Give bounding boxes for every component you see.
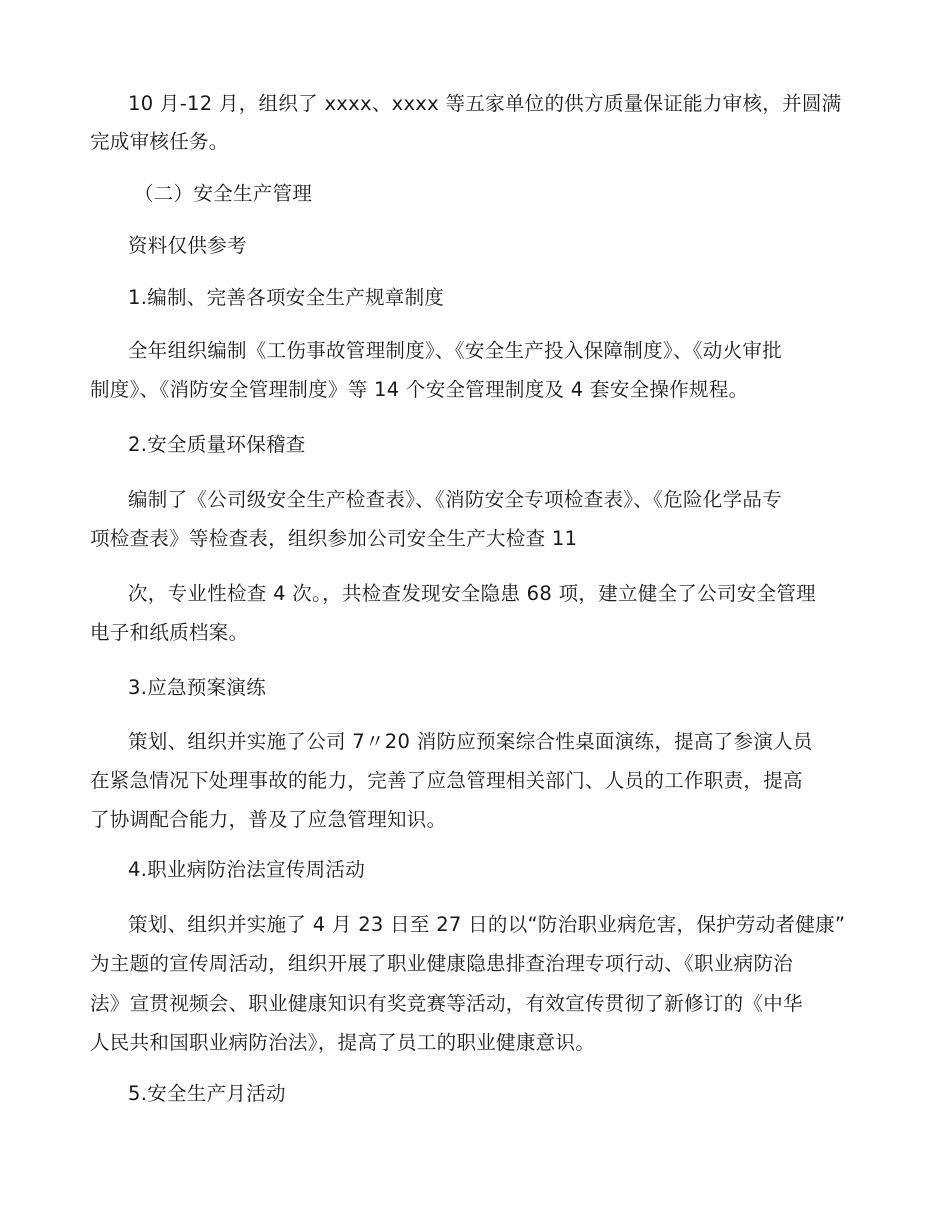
- paragraph-5-line-2: 在紧急情况下处理事故的能力，完善了应急管理相关部门、人员的工作职责，提高: [90, 769, 803, 792]
- subheading-3: 3.应急预案演练: [128, 676, 267, 699]
- subheading-2: 2.安全质量环保稽查: [128, 433, 306, 456]
- subheading-1: 1.编制、完善各项安全生产规章制度: [128, 286, 445, 309]
- section-heading: （二）安全生产管理: [134, 182, 313, 205]
- paragraph-3-line-2: 项检查表》等检查表，组织参加公司安全生产大检查 11: [90, 527, 578, 550]
- paragraph-6-line-3: 法》宣贯视频会、职业健康知识有奖竞赛等活动，有效宣传贯彻了新修订的《中华: [90, 992, 803, 1015]
- paragraph-6-line-4: 人民共和国职业病防治法》，提高了员工的职业健康意识。: [90, 1031, 596, 1054]
- paragraph-3-line-1: 编制了《公司级安全生产检查表》、《消防安全专项检查表》、《危险化学品专: [128, 488, 783, 511]
- paragraph-5-line-1: 策划、组织并实施了公司 7〃20 消防应预案综合性桌面演练，提高了参演人员: [128, 730, 813, 753]
- paragraph-1-line-2: 完成审核任务。: [90, 130, 229, 153]
- paragraph-4-line-2: 电子和纸质档案。: [90, 621, 249, 644]
- paragraph-6-line-2: 为主题的宣传周活动，组织开展了职业健康隐患排查治理专项行动、《职业病防治: [90, 952, 794, 975]
- paragraph-1-line-1: 10 月-12 月，组织了 xxxx、xxxx 等五家单位的供方质量保证能力审核，并圆满: [128, 92, 842, 115]
- paragraph-6-line-1: 策划、组织并实施了 4 月 23 日至 27 日的以“防治职业病危害，保护劳动者健康”: [128, 913, 846, 936]
- subheading-4: 4.职业病防治法宣传周活动: [128, 858, 366, 881]
- paragraph-2-line-2: 制度》、《消防安全管理制度》等 14 个安全管理制度及 4 套安全操作规程。: [90, 378, 749, 401]
- paragraph-2-line-1: 全年组织编制《工伤事故管理制度》、《安全生产投入保障制度》、《动火审批: [128, 339, 783, 362]
- paragraph-4-line-1: 次，专业性检查 4 次。，共检查发现安全隐患 68 项，建立健全了公司安全管理: [128, 582, 816, 605]
- subheading-5: 5.安全生产月活动: [128, 1082, 286, 1105]
- paragraph-5-line-3: 了协调配合能力，普及了应急管理知识。: [90, 808, 447, 831]
- reference-note: 资料仅供参考: [128, 234, 247, 257]
